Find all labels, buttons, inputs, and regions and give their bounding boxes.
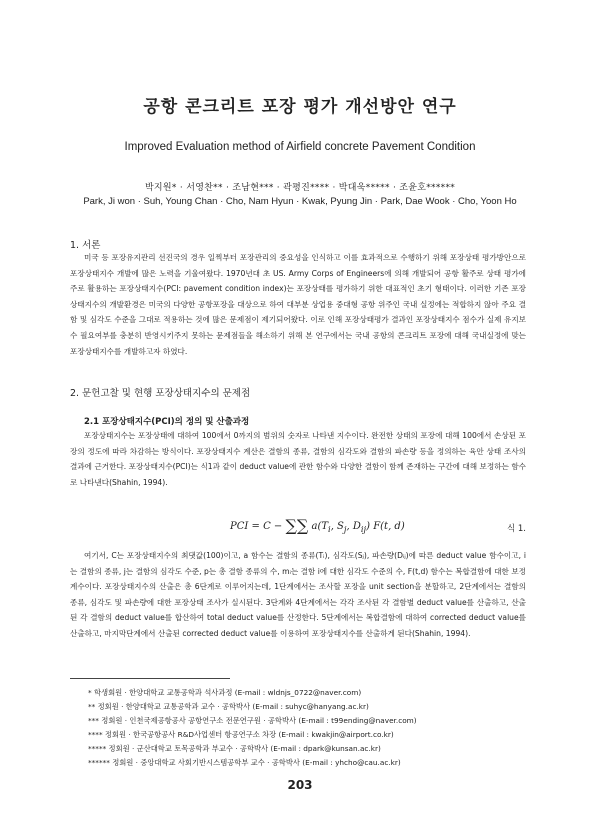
authors-english: Park, Ji won · Suh, Young Chan · Cho, Nam Hyun · Kwak, Pyung Jin · Park, Dae Wook · Cho, Yoon Ho <box>83 196 517 207</box>
section-1-heading: 1. 서론 <box>70 240 101 251</box>
authors-korean: 박지원* · 서영찬** · 조남현*** · 곽평진**** · 박대욱***** · 조윤호****** <box>144 183 456 193</box>
paper-subtitle: Improved Evaluation method of Airfield concrete Pavement Condition <box>124 141 476 153</box>
section-2-heading: 2. 문헌고찰 및 현행 포장상태지수의 문제점 <box>70 388 251 399</box>
footnote: **** 정회원 · 한국공항공사 R&D사업센터 항공연구소 차장 (E-mail : kwakjin@airport.co.kr) <box>88 730 394 739</box>
footnote: *** 정회원 · 인천국제공항공사 공항연구소 전문연구원 · 공학박사 (E-mail : t99ending@naver.com) <box>88 716 417 725</box>
equation-1: PCI = C − ∑∑ $a(T_i$, $S_j$, $D_{ij}$) F(t, d) <box>230 516 405 535</box>
footnote: ** 정회원 · 한양대학교 교통공학과 교수 · 공학박사 (E-mail : suhyc@hanyang.ac.kr) <box>88 702 369 711</box>
footnote-rule <box>70 678 230 679</box>
section-2-1-paragraph-2: 여기서, C는 포장상태지수의 최댓값(100)이고, a 함수는 결함의 종류(Tᵢ), 심각도(Sⱼ), 파손량(Dᵢⱼ)에 따른 deduct value 함수이고, i는 결함의 종류, j는 결함의 심각도 수준, p는 총 결함 종류의 수, mᵢ는 결함 i에 대한 심각도 수준의 수, F(t,d) 함수는 복합결함에 대한 보정계수이다. 포장상태지수의 산출은 총 6단계로 이루어지는데, 1단계에서는 조사할 포장을 unit section을 분할하고, 2단계에서는 결함의 종류, 심각도 및 파손량에 대한 포장상태 조사가 실시된다. 3단계와 4단계에서는 각각 조사된 각 결함별 deduct value를 산출하고, 산출된 각 결함의 deduct value를 합산하여 total deduct value를 산정한다. 5단계에서는 복합결함에 대하여 corrected deduct value를 산출하고, 마지막단계에서 산출된 corrected deduct value를 이용하여 포장상태지수를 산출하게 된다(Shahin, 1994). <box>70 551 526 638</box>
section-1-paragraph: 미국 등 포장유지관리 선진국의 경우 일찍부터 포장관리의 중요성을 인식하고 이를 효과적으로 수행하기 위해 포장상태 평가방안으로 포장상태지수 개발에 많은 노력을 기울여왔다. 1970년대 초 US. Army Corps of Engineers에 의해 개발되어 공항 활주로 상태 평가에 주로 활용하는 포장상태지수(PCI: pavement condition index)는 포장상태를 평가하기 위한 대표적인 초기 형태이다. 이러한 기존 포장상태지수의 개발환경은 미국의 다양한 공항포장을 대상으로 하여 대부분 상업용 중대형 공항 위주인 국내 실정에는 적합하지 않아 주요 결함 및 심각도 수준을 그대로 적용하는 것에 많은 문제점이 제기되어왔다. 이로 인해 포장상태평가 결과인 포장상태지수 점수가 실제 유지보수 필요여부를 충분히 반영시키주지 못하는 문제점들을 해소하기 위해 본 연구에서는 국내 공항의 콘크리트 포장에 대해 국내실정에 맞는 포장상태지수를 개발하고자 하였다. <box>70 253 526 356</box>
footnote: ***** 정회원 · 군산대학교 토목공학과 부교수 · 공학박사 (E-mail : dpark@kunsan.ac.kr) <box>88 744 381 753</box>
section-2-1-paragraph: 포장상태지수는 포장상태에 대하여 100에서 0까지의 범위의 숫자로 나타낸 지수이다. 완전한 상태의 포장에 대해 100에서 손상된 포장의 정도에 따라 차감하는 방식이다. 포장상태지수 계산은 결함의 종류, 결함의 심각도와 결함의 파손량 등을 정의하는 육안 상태 조사의 결과에 근거한다. 포장상태지수(PCI)는 식1과 같이 deduct value에 관한 함수와 다양한 결함이 함께 존재하는 구간에 대해 보정하는 함수로 나타낸다(Shahin, 1994). <box>70 431 526 487</box>
section-2-1-heading: 2.1 포장상태지수(PCI)의 정의 및 산출과정 <box>84 417 250 427</box>
equation-number: 식 1. <box>506 524 526 534</box>
footnote: ****** 정회원 · 중앙대학교 사회기반시스템공학부 교수 · 공학박사 (E-mail : yhcho@cau.ac.kr) <box>88 758 401 767</box>
page-number: 203 <box>287 778 313 792</box>
footnote: * 학생회원 · 한양대학교 교통공학과 석사과정 (E-mail : wldnjs_0722@naver.com) <box>88 688 362 697</box>
equation-row <box>70 510 526 548</box>
paper-title: 공항 콘크리트 포장 평가 개선방안 연구 <box>143 97 457 117</box>
